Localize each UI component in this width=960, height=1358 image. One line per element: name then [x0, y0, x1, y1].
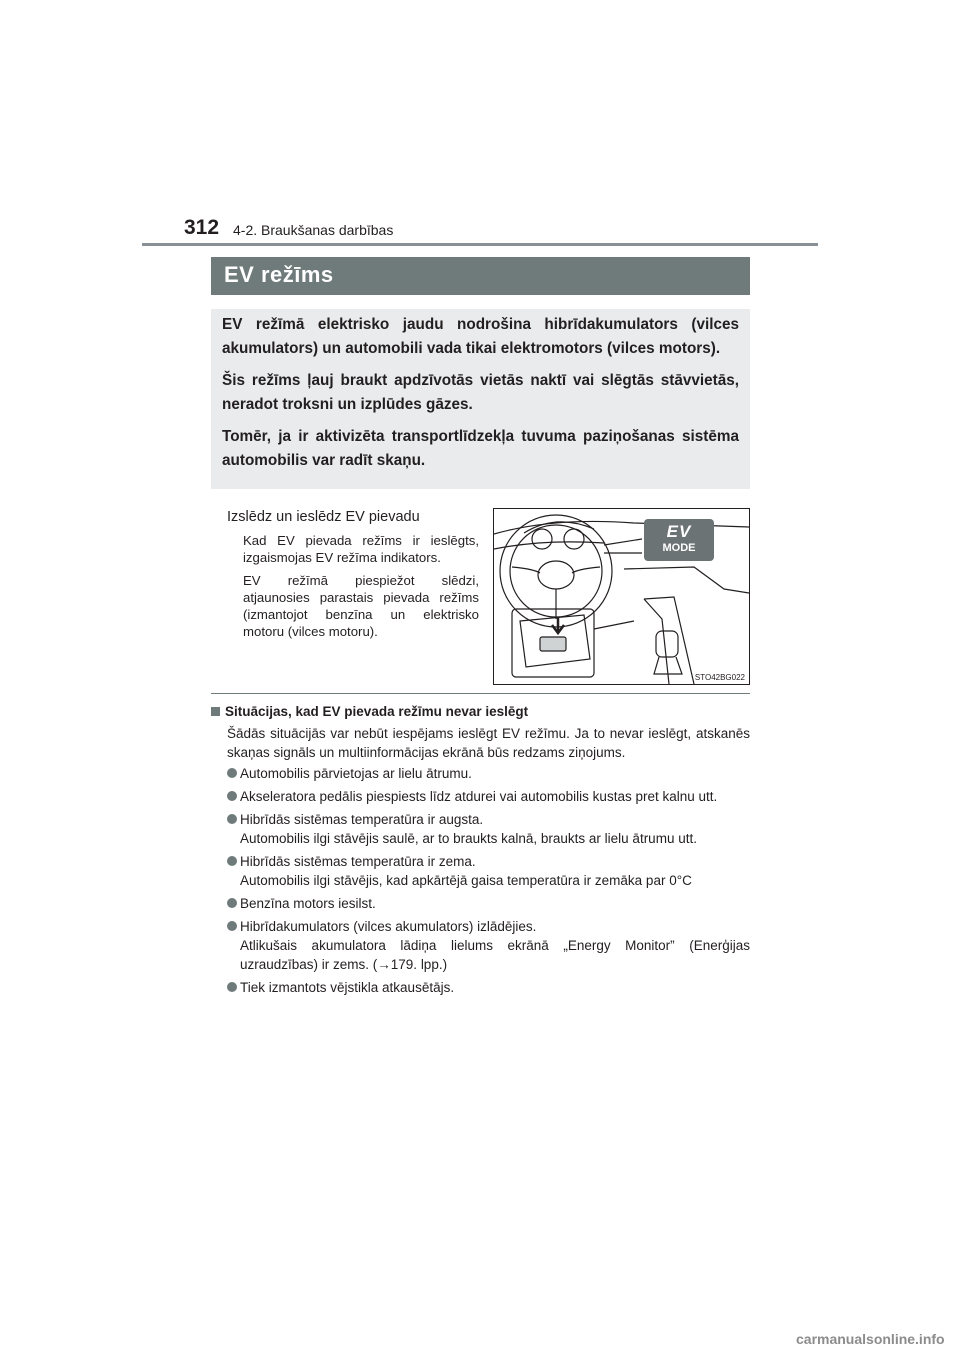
header-rule	[142, 243, 818, 246]
situations-heading-text: Situācijas, kad EV pievada režīmu nevar ieslēgt	[225, 704, 529, 719]
ev-mode-illustration	[493, 508, 750, 685]
intro-box	[211, 309, 750, 489]
list-item	[227, 917, 750, 974]
list-item-text: Hibrīdās sistēmas temperatūra ir zema.	[240, 854, 476, 869]
section-label: 4-2. Braukšanas darbības	[233, 222, 394, 238]
list-item-text: Hibrīdakumulators (vilces akumulators) izlādējies.	[240, 919, 537, 934]
watermark-link[interactable]: carmanualsonline.info	[796, 1331, 945, 1347]
list-item-detail: Automobilis ilgi stāvējis saulē, ar to braukts kalnā, braukts ar lielu ātrumu utt.	[240, 831, 697, 846]
list-item	[227, 894, 750, 913]
mode-label: MODE	[662, 542, 696, 554]
page-title: EV režīms	[211, 257, 750, 295]
circle-bullet-icon	[227, 898, 237, 908]
circle-bullet-icon	[227, 982, 237, 992]
list-item	[227, 852, 750, 890]
list-item-text: Tiek izmantots vējstikla atkausētājs.	[240, 980, 455, 995]
circle-bullet-icon	[227, 768, 237, 778]
list-item-text: Akseleratora pedālis piespiests līdz atdurei vai automobilis kustas pret kalnu utt.	[240, 789, 718, 804]
ev-logo: EV	[666, 522, 692, 541]
list-item	[227, 787, 750, 806]
switch-description	[243, 532, 479, 646]
circle-bullet-icon	[227, 921, 237, 931]
list-item	[227, 764, 750, 783]
section-divider	[211, 693, 750, 694]
situations-intro: Šādās situācijās var nebūt iespējams ieslēgt EV režīmu. Ja to nevar ieslēgt, atskanēs skaņas signāls un multiinformācijas ekrānā būs redzams ziņojums.	[227, 726, 750, 760]
intro-paragraph: EV režīmā elektrisko jaudu nodrošina hibrīdakumulators (vilces akumulators) un automobili vada tikai elektromotors (vilces motors).	[222, 316, 739, 357]
situations-heading	[211, 704, 528, 719]
ev-mode-badge	[644, 519, 714, 561]
circle-bullet-icon	[227, 791, 237, 801]
circle-bullet-icon	[227, 814, 237, 824]
switch-description-paragraph: EV režīmā piespiežot slēdzi, atjaunosies parastais pievada režīms (izmantojot benzīna un elektrisko motoru (vilces motoru).	[243, 573, 479, 639]
square-bullet-icon	[211, 707, 220, 716]
situations-list	[227, 764, 750, 1001]
switch-description-paragraph: Kad EV pievada režīms ir ieslēgts, izgaismojas EV režīma indikators.	[243, 533, 479, 565]
list-item-detail: Automobilis ilgi stāvējis, kad apkārtējā gaisa temperatūra ir zemāka par 0°C	[240, 873, 692, 888]
circle-bullet-icon	[227, 856, 237, 866]
image-code: STO42BG022	[694, 673, 745, 682]
list-item-text: Benzīna motors iesilst.	[240, 896, 376, 911]
switch-heading: Izslēdz un ieslēdz EV pievadu	[227, 509, 420, 525]
intro-paragraph: Tomēr, ja ir aktivizēta transportlīdzekļa tuvuma paziņošanas sistēma automobilis var radīt skaņu.	[222, 428, 739, 469]
list-item-detail: Atlikušais akumulatora lādiņa lielums ekrānā „Energy Monitor” (Enerģijas uzraudzības) ir zems. (→179. lpp.)	[240, 938, 750, 972]
list-item-text: Hibrīdās sistēmas temperatūra ir augsta.	[240, 812, 484, 827]
list-item	[227, 978, 750, 997]
intro-paragraph: Šis režīms ļauj braukt apdzīvotās vietās naktī vai slēgtās stāvvietās, neradot troksni un izplūdes gāzes.	[222, 372, 739, 413]
list-item	[227, 810, 750, 848]
page-number: 312	[184, 216, 220, 239]
list-item-text: Automobilis pārvietojas ar lielu ātrumu.	[240, 766, 472, 781]
